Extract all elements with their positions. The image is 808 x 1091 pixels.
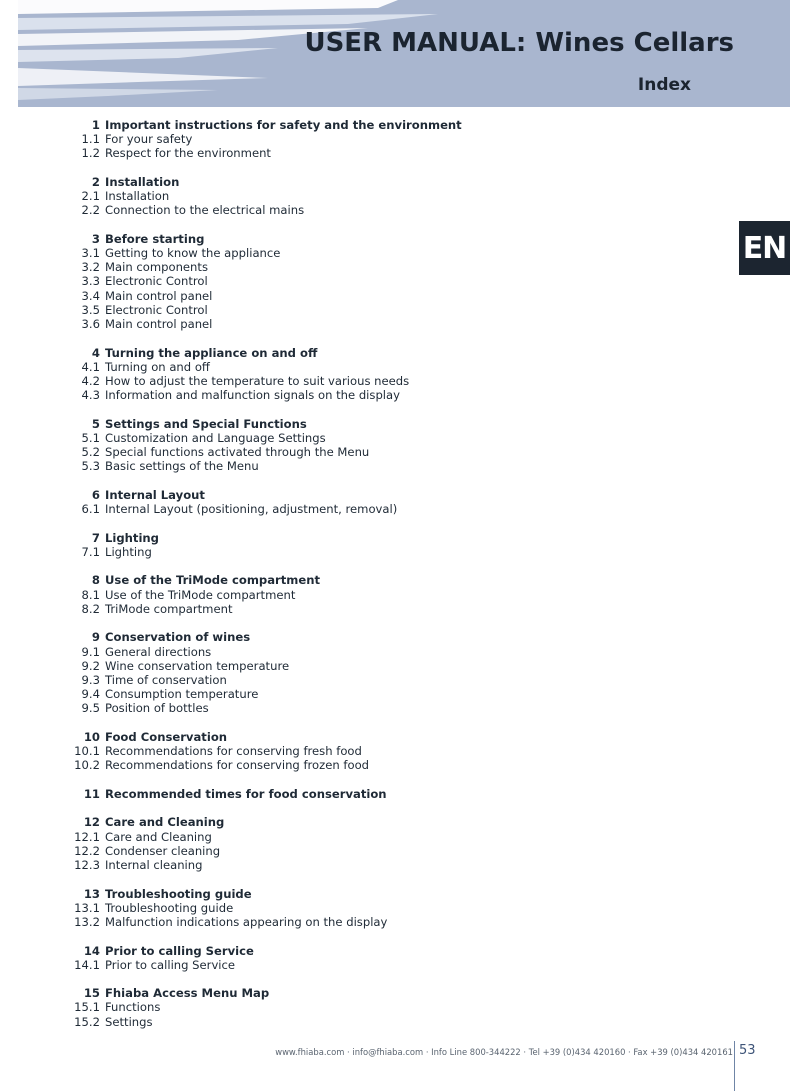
toc-chapter-title: Internal Layout <box>105 487 205 502</box>
toc-item-title: Wine conservation temperature <box>105 658 290 673</box>
toc-item-number: 9.3 <box>81 672 100 687</box>
toc-item-title: Internal cleaning <box>105 857 203 872</box>
toc-item-number: 9.1 <box>81 644 100 659</box>
toc-item <box>0 289 700 303</box>
toc-item-number: 3.6 <box>81 317 100 332</box>
toc-item-title: For your safety <box>105 132 193 147</box>
toc-item-number: 9.4 <box>81 687 100 702</box>
toc-chapter-title: Settings and Special Functions <box>105 416 307 431</box>
toc-item-number: 4.1 <box>81 359 100 374</box>
toc-item-number: 15.1 <box>74 1000 100 1015</box>
toc-item-title: Main control panel <box>105 288 213 303</box>
toc-chapter <box>0 175 700 189</box>
toc-item <box>0 701 700 715</box>
toc-item-number: 3.2 <box>81 260 100 275</box>
toc-chapter-title: Lighting <box>105 530 159 545</box>
toc-item-title: Special functions activated through the Menu <box>105 445 370 460</box>
toc-item <box>0 303 700 317</box>
language-tab: EN <box>739 221 790 275</box>
toc-item-number: 10.2 <box>74 758 100 773</box>
toc-item <box>0 459 700 473</box>
toc-chapter <box>0 531 700 545</box>
toc-item-number: 14.1 <box>74 957 100 972</box>
toc-chapter-group <box>0 573 700 616</box>
toc-chapter-number: 8 <box>91 573 100 588</box>
toc-item <box>0 374 700 388</box>
toc-item <box>0 673 700 687</box>
toc-chapter-group <box>0 887 700 930</box>
toc-item-title: Turning on and off <box>105 359 210 374</box>
toc-chapter <box>0 417 700 431</box>
toc-item <box>0 758 700 772</box>
toc-item-title: Connection to the electrical mains <box>105 203 305 218</box>
toc-chapter-number: 5 <box>91 416 100 431</box>
toc-item-title: Functions <box>105 1000 161 1015</box>
toc-item <box>0 502 700 516</box>
toc-chapter-group <box>0 730 700 773</box>
toc-item-number: 10.1 <box>74 744 100 759</box>
toc-item <box>0 915 700 929</box>
toc-item <box>0 1015 700 1029</box>
toc-chapter-title: Use of the TriMode compartment <box>105 573 321 588</box>
toc-item-title: Recommendations for conserving fresh food <box>105 744 362 759</box>
toc-chapter-title: Before starting <box>105 231 205 246</box>
toc-item-title: Time of conservation <box>105 672 227 687</box>
toc-chapter-title: Installation <box>105 174 180 189</box>
toc-chapter-number: 4 <box>91 345 100 360</box>
toc-chapter-group <box>0 232 700 331</box>
toc-item-number: 3.1 <box>81 246 100 261</box>
toc-item-number: 13.2 <box>74 914 100 929</box>
toc-chapter-number: 12 <box>83 815 100 830</box>
toc-chapter <box>0 232 700 246</box>
toc-chapter <box>0 118 700 132</box>
toc-item <box>0 189 700 203</box>
toc-chapter-title: Fhiaba Access Menu Map <box>105 986 270 1001</box>
toc-item <box>0 958 700 972</box>
toc-chapter-group <box>0 787 700 801</box>
toc-item-title: TriMode compartment <box>105 601 233 616</box>
section-title: Index <box>637 75 691 95</box>
toc-chapter-group <box>0 815 700 872</box>
toc-item <box>0 132 700 146</box>
toc-chapter <box>0 815 700 829</box>
toc-item-title: Recommendations for conserving frozen food <box>105 758 370 773</box>
toc-chapter-title: Recommended times for food conservation <box>105 786 387 801</box>
table-of-contents <box>0 118 700 1043</box>
toc-item <box>0 844 700 858</box>
manual-title: USER MANUAL: Wines Cellars <box>304 28 734 58</box>
header-banner <box>18 0 790 107</box>
toc-item-number: 2.2 <box>81 203 100 218</box>
toc-item <box>0 858 700 872</box>
toc-item-number: 1.1 <box>81 132 100 147</box>
toc-chapter <box>0 730 700 744</box>
toc-item <box>0 445 700 459</box>
toc-item-number: 1.2 <box>81 146 100 161</box>
toc-item-number: 7.1 <box>81 544 100 559</box>
toc-item-title: Troubleshooting guide <box>105 900 234 915</box>
toc-item-number: 15.2 <box>74 1014 100 1029</box>
toc-item-number: 9.2 <box>81 658 100 673</box>
toc-chapter-title: Conservation of wines <box>105 630 251 645</box>
toc-chapter-number: 9 <box>91 630 100 645</box>
toc-chapter-number: 11 <box>83 786 100 801</box>
toc-item-title: Getting to know the appliance <box>105 246 281 261</box>
toc-item <box>0 360 700 374</box>
toc-chapter-title: Important instructions for safety and the environment <box>105 118 462 132</box>
toc-item-title: Care and Cleaning <box>105 829 212 844</box>
toc-item <box>0 645 700 659</box>
toc-item-title: Consumption temperature <box>105 687 259 702</box>
toc-item <box>0 388 700 402</box>
toc-item-number: 12.2 <box>74 843 100 858</box>
toc-item-title: Respect for the environment <box>105 146 271 161</box>
toc-chapter <box>0 630 700 644</box>
toc-chapter-title: Troubleshooting guide <box>105 886 252 901</box>
toc-chapter-number: 3 <box>91 231 100 246</box>
toc-item-title: Internal Layout (positioning, adjustment, removal) <box>105 502 398 517</box>
toc-item <box>0 1000 700 1014</box>
toc-item-number: 12.3 <box>74 857 100 872</box>
toc-item-title: Electronic Control <box>105 274 208 289</box>
toc-item <box>0 431 700 445</box>
toc-item-title: Malfunction indications appearing on the display <box>105 914 388 929</box>
toc-item-title: Use of the TriMode compartment <box>105 587 296 602</box>
toc-item-number: 12.1 <box>74 829 100 844</box>
toc-item <box>0 744 700 758</box>
toc-chapter-title: Food Conservation <box>105 729 228 744</box>
toc-chapter-number: 2 <box>91 174 100 189</box>
toc-item <box>0 588 700 602</box>
toc-item-number: 2.1 <box>81 189 100 204</box>
toc-chapter-group <box>0 986 700 1029</box>
toc-chapter-group <box>0 175 700 218</box>
toc-chapter-group <box>0 944 700 972</box>
toc-chapter-title: Prior to calling Service <box>105 943 254 958</box>
toc-chapter-group <box>0 417 700 474</box>
footer-contact: www.fhiaba.com · info@fhiaba.com · Info Line 800-344222 · Tel +39 (0)434 420160 · Fax +39 (0)434 420161 <box>275 1047 733 1057</box>
toc-item <box>0 687 700 701</box>
toc-item-title: General directions <box>105 644 212 659</box>
toc-item-title: Main control panel <box>105 317 213 332</box>
toc-item-title: Basic settings of the Menu <box>105 459 259 474</box>
toc-chapter-number: 14 <box>83 943 100 958</box>
toc-chapter-number: 13 <box>83 886 100 901</box>
toc-chapter <box>0 346 700 360</box>
toc-item-number: 8.2 <box>81 601 100 616</box>
toc-chapter-group <box>0 346 700 403</box>
toc-chapter-number: 6 <box>91 487 100 502</box>
toc-chapter-group <box>0 488 700 516</box>
toc-item-title: Installation <box>105 189 170 204</box>
toc-item-number: 3.4 <box>81 288 100 303</box>
page-number-divider <box>734 1041 735 1091</box>
toc-item-title: Main components <box>105 260 208 275</box>
toc-chapter-group <box>0 630 700 715</box>
toc-item <box>0 274 700 288</box>
toc-chapter-group <box>0 118 700 161</box>
toc-item-number: 6.1 <box>81 502 100 517</box>
toc-item-number: 4.2 <box>81 373 100 388</box>
toc-item <box>0 317 700 331</box>
toc-item-title: Electronic Control <box>105 302 208 317</box>
toc-item-title: Customization and Language Settings <box>105 430 326 445</box>
toc-chapter-number: 7 <box>91 530 100 545</box>
toc-chapter-number: 10 <box>83 729 100 744</box>
toc-item-number: 13.1 <box>74 900 100 915</box>
toc-chapter <box>0 573 700 587</box>
toc-item-title: Lighting <box>105 544 152 559</box>
toc-item <box>0 659 700 673</box>
toc-item-title: Settings <box>105 1014 153 1029</box>
toc-chapter <box>0 887 700 901</box>
toc-item-number: 9.5 <box>81 701 100 716</box>
toc-chapter-title: Turning the appliance on and off <box>105 345 318 360</box>
toc-item-title: How to adjust the temperature to suit various needs <box>105 373 410 388</box>
toc-chapter <box>0 488 700 502</box>
toc-chapter-title: Care and Cleaning <box>105 815 225 830</box>
toc-item <box>0 830 700 844</box>
toc-item-number: 3.3 <box>81 274 100 289</box>
toc-chapter-number: 1 <box>91 118 100 132</box>
toc-item-number: 5.2 <box>81 445 100 460</box>
toc-item-title: Position of bottles <box>105 701 209 716</box>
toc-chapter-number: 15 <box>83 986 100 1001</box>
toc-item <box>0 545 700 559</box>
toc-item <box>0 602 700 616</box>
toc-chapter <box>0 944 700 958</box>
toc-item-number: 3.5 <box>81 302 100 317</box>
toc-item-number: 8.1 <box>81 587 100 602</box>
toc-item-title: Condenser cleaning <box>105 843 221 858</box>
toc-chapter <box>0 787 700 801</box>
toc-chapter <box>0 986 700 1000</box>
toc-item-title: Prior to calling Service <box>105 957 236 972</box>
toc-item <box>0 203 700 217</box>
toc-item <box>0 260 700 274</box>
toc-chapter-group <box>0 531 700 559</box>
toc-item-title: Information and malfunction signals on the display <box>105 388 400 403</box>
toc-item <box>0 246 700 260</box>
toc-item-number: 4.3 <box>81 388 100 403</box>
toc-item <box>0 901 700 915</box>
toc-item-number: 5.1 <box>81 430 100 445</box>
toc-item <box>0 146 700 160</box>
page-number: 53 <box>739 1043 756 1058</box>
toc-item-number: 5.3 <box>81 459 100 474</box>
